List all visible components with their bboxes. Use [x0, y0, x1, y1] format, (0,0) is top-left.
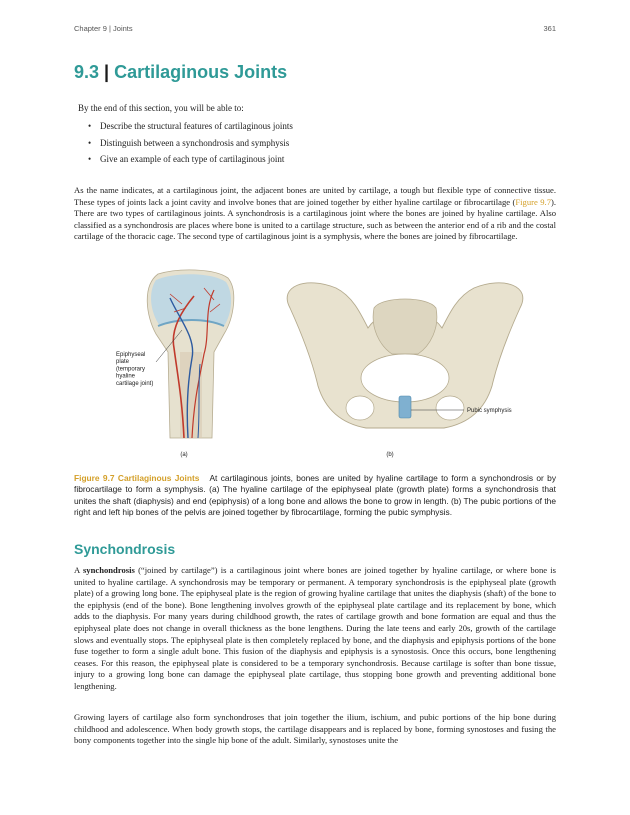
long-bone-illustration [147, 270, 234, 438]
intro-text-1: As the name indicates, at a cartilaginous joint, the adjacent bones are united by cartilage, a tough but flexible type of connective tissue. These types of joints lack a joint cavity and involve bones that are joined together by either hyaline cartilage or fibrocartilage ( [74, 185, 556, 207]
pubic-symphysis-label: Pubic symphysis [467, 408, 512, 414]
pelvis-illustration [287, 283, 523, 428]
pubic-symphysis-cartilage [399, 396, 411, 418]
objective-item: • Distinguish between a synchondrosis and symphysis [90, 138, 558, 149]
section-title-text: Cartilaginous Joints [114, 62, 288, 82]
epiphyseal-plate-label: Epiphyseal plate (temporary hyaline cartilage joint) [116, 352, 154, 387]
objectives-list [78, 121, 558, 165]
key-term: synchondrosis [82, 565, 135, 575]
section-title [74, 62, 287, 83]
learning-objectives [78, 103, 558, 171]
objectives-intro: By the end of this section, you will be able to: [78, 103, 244, 113]
intro-paragraph [74, 185, 556, 243]
figure-reference-link[interactable]: Figure 9.7 [515, 196, 551, 207]
figure-caption-text: At cartilaginous joints, bones are united by hyaline cartilage to form a synchondrosis or by fibrocartilage to form a symphysis. (a) The hyaline cartilage of the epiphyseal plate (growth plate) forms a synchondrosis that unites the shaft (diaphysis) and end (epiphysis) of a long bone and allows the bone to grow in length. (b) The pubic portions of the right and left hip bones of the pelvis are joined together by fibrocartilage, forming the pubic symphysis. [74, 473, 557, 518]
page-number: 361 [543, 24, 556, 33]
section-separator: | [104, 62, 110, 82]
figure-caption [74, 473, 556, 519]
synchondrosis-paragraph-2: Growing layers of cartilage also form synchondroses that join together the ilium, ischium, and pubic portions of the hip bone during childhood and adolescence. When body growth stops, the cartilage disappears and is replaced by bone, forming synostoses and fusing the bony components together into the single hip bone of the adult. Similarly, synostoses unite the [74, 712, 556, 746]
figure-caption-label: Figure 9.7 Cartilaginous Joints [74, 473, 200, 483]
pelvic-inlet [361, 354, 449, 402]
panel-a-label: (a) [180, 452, 188, 458]
sacrum [373, 299, 437, 354]
intro-text-2: ). There are two types of cartilaginous joints. A synchondrosis is a cartilaginous joint where the bones are joined by hyaline cartilage. Also classified as a synchondrosis are places where bone is united to a cartilage structure, such as between the anterior end of a rib and the costal cartilage of the thoracic cage. The second type of cartilaginous joint is a symphysis, where the bones are joined by fibrocartilage. [74, 196, 557, 242]
panel-b-label: (b) [386, 452, 394, 458]
running-header-chapter: Chapter 9 | Joints [74, 24, 133, 33]
objective-item: • Give an example of each type of cartilaginous joint [90, 154, 558, 165]
figure-cartilaginous-joints [74, 268, 556, 468]
synchondrosis-paragraph-1: A synchondrosis (“joined by cartilage”) is a cartilaginous joint where bones are joined together by hyaline cartilage, or where bone is united to hyaline cartilage. A synchondrosis may be temporary or permanent. A temporary synchondrosis is the epiphyseal plate (growth plate) of a growing long bone. The epiphyseal plate is the region of growing hyaline cartilage that unites the diaphysis (shaft) of the bone to the epiphysis (end of the bone). Bone lengthening involves growth of the epiphyseal plate cartilage and its replacement by bone, which adds to the diaphysis. For many years during childhood growth, the rates of cartilage growth and bone formation are equal and thus the epiphyseal plate does not change in overall thickness as the bone lengthens. During the late teens and early 20s, growth of the cartilage slows and eventually stops. The epiphyseal plate is then completely replaced by bone, and the diaphysis and epiphysis portions of the bone fuse together to form a single adult bone. This fusion of the diaphysis and epiphysis is a synostosis. Once this occurs, bone lengthening ceases. For this reason, the epiphyseal plate is considered to be a temporary synchondrosis. Because cartilage is softer than bone tissue, injury to a growing long bone can damage the epiphyseal plate cartilage, thus stopping bone growth and preventing additional bone lengthening. [74, 565, 556, 691]
section-number: 9.3 [74, 62, 100, 82]
synchondrosis-heading: Synchondrosis [74, 541, 176, 557]
objective-item: • Describe the structural features of cartilaginous joints [90, 121, 558, 132]
